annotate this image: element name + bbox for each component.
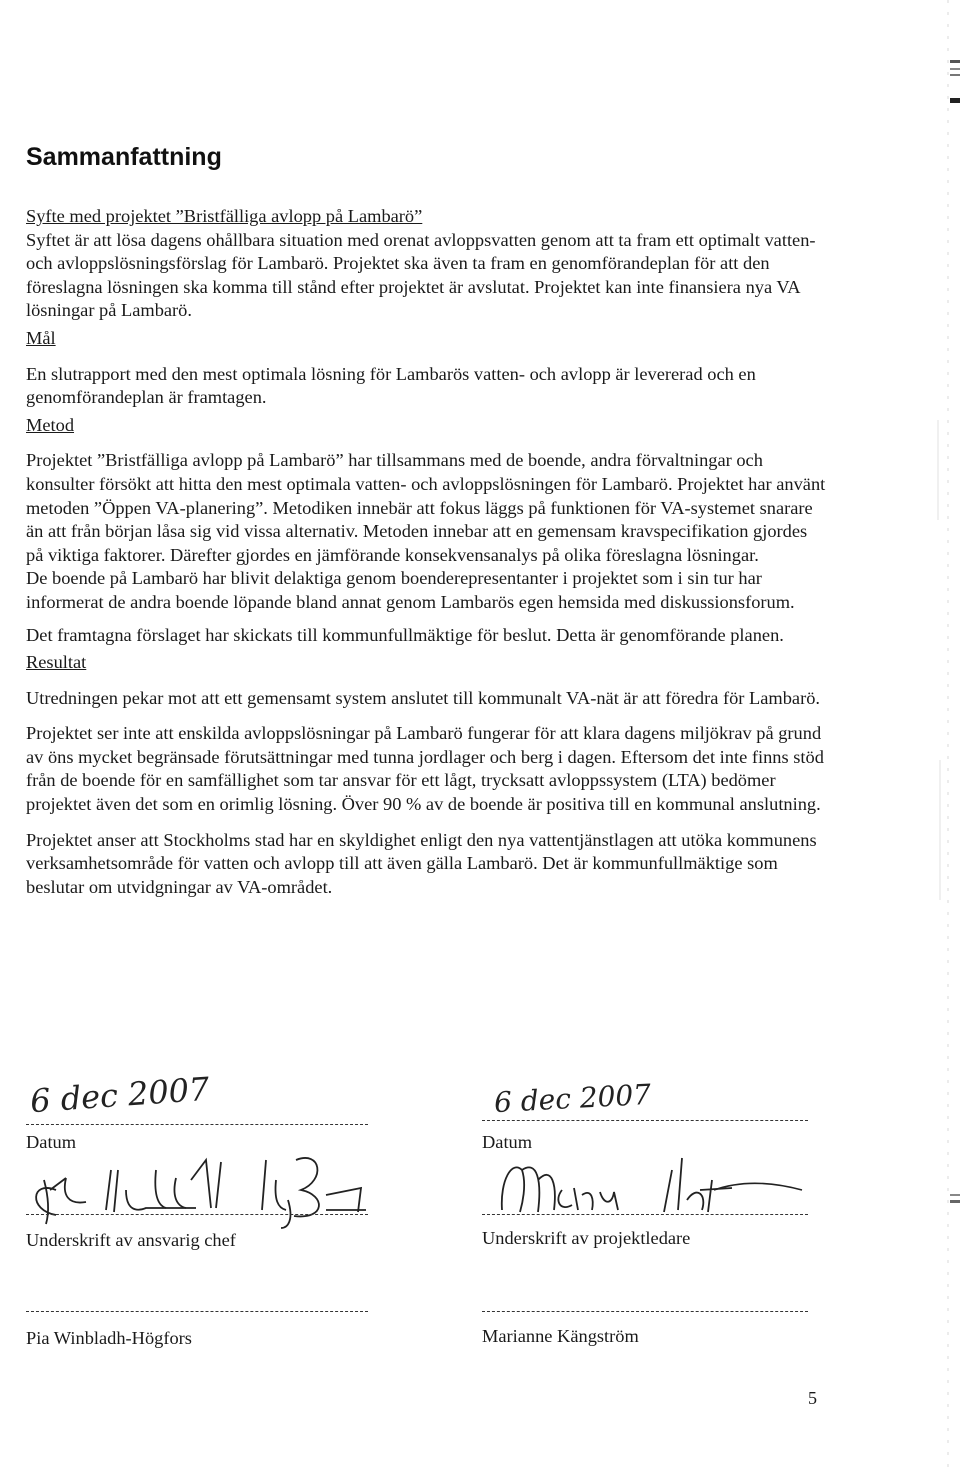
metod-heading: Metod [26, 414, 75, 435]
resultat-heading: Resultat [26, 652, 87, 673]
left-handwritten-signature [26, 1150, 371, 1230]
metod-paragraph-1: Projektet ”Bristfälliga avlopp på Lambarö” har tillsammans med de boende, andra förvaltningar och konsulter försökt att hitta den mest optimala vatten- och avloppslösningen för Lambarö. Projektet har använt metoden ”Öppen VA-planering”. Metodiken innebär att fokus läggs på funktionen för VA-systemet snarare än att från början låsa sig vid vissa alternativ. Metoden innebar att en gemensam kravspecifikation gjordes på viktiga faktorer. Därefter gjordes en jämförande konsekvensanalys på olika föreslagna lösningar. [26, 450, 826, 565]
left-printed-name: Pia Winbladh-Högfors [26, 1328, 192, 1348]
resultat-paragraph-1: Utredningen pekar mot att ett gemensamt system anslutet till kommunalt VA-nät är att föredra för Lambarö. [26, 687, 820, 708]
right-printed-name: Marianne Kängström [482, 1326, 639, 1346]
syfte-text: Syftet är att lösa dagens ohållbara situation med orenat avloppsvatten genom att ta fram ett optimalt vatten- och avloppslösningsförslag för Lambarö. Projektet ska även ta fram en genomförandeplan för att den föreslagna lösningen ska komma till stånd efter projektet är avslutat. Projektet kan inte finansiera nya VA lösningar på Lambarö. [26, 229, 816, 321]
resultat-paragraph-2: Projektet ser inte att enskilda avloppslösningar på Lambarö fungerar för att klara dagens miljökrav på grund av öns mycket begränsade förutsättningar med tunna jordlager och berg i dagen. Eftersom det inte finns stöd från de boende för en samfällighet som tar ansvar för ett lågt, trycksatt avloppssystem (LTA) bedömer projektet även det som en orimlig lösning. Över 90 % av de boende är positiva till en kommunal anslutning. [26, 723, 824, 815]
resultat-paragraph-3: Projektet anser att Stockholms stad har en skyldighet enligt den nya vattentjänstlagen att utöka kommunens verksamhetsområde för vatten och avlopp till att även gälla Lambarö. Det är kommunfullmäktige som beslutar om utvidgningar av VA-området. [26, 829, 817, 897]
right-signature-line [482, 1214, 808, 1215]
left-handwritten-date: 6 dec 2007 [28, 1069, 211, 1121]
left-signature-line [26, 1214, 368, 1215]
metod-paragraph-3: Det framtagna förslaget har skickats till kommunfullmäktige för beslut. Detta är genomförande planen. [26, 624, 784, 645]
mal-text: En slutrapport med den mest optimala lösning för Lambarös vatten- och avlopp är levererad och en genomförandeplan är framtagen. [26, 363, 756, 408]
summary-body [26, 205, 826, 899]
scan-edge-artifact [936, 0, 960, 1473]
page-title: Sammanfattning [26, 143, 222, 171]
right-signature-label: Underskrift av projektledare [482, 1228, 691, 1248]
left-date-label: Datum [26, 1132, 77, 1152]
metod-paragraph-2: De boende på Lambarö har blivit delaktiga genom boenderepresentanter i projektet som i sin tur har informerat de andra boende löpande bland annat genom Lambarös egen hemsida med diskussionsforum. [26, 568, 795, 612]
right-date-label: Datum [482, 1132, 533, 1152]
mal-heading: Mål [26, 327, 56, 348]
right-handwritten-date: 6 dec 2007 [493, 1077, 652, 1120]
left-signature-label: Underskrift av ansvarig chef [26, 1230, 236, 1250]
left-date-line [26, 1124, 368, 1125]
page-number: 5 [808, 1388, 817, 1408]
right-name-line [482, 1311, 808, 1312]
right-handwritten-signature [482, 1150, 808, 1230]
syfte-heading: Syfte med projektet ”Bristfälliga avlopp på Lambarö” [26, 206, 423, 226]
right-date-line [482, 1120, 808, 1121]
left-name-line [26, 1311, 368, 1312]
